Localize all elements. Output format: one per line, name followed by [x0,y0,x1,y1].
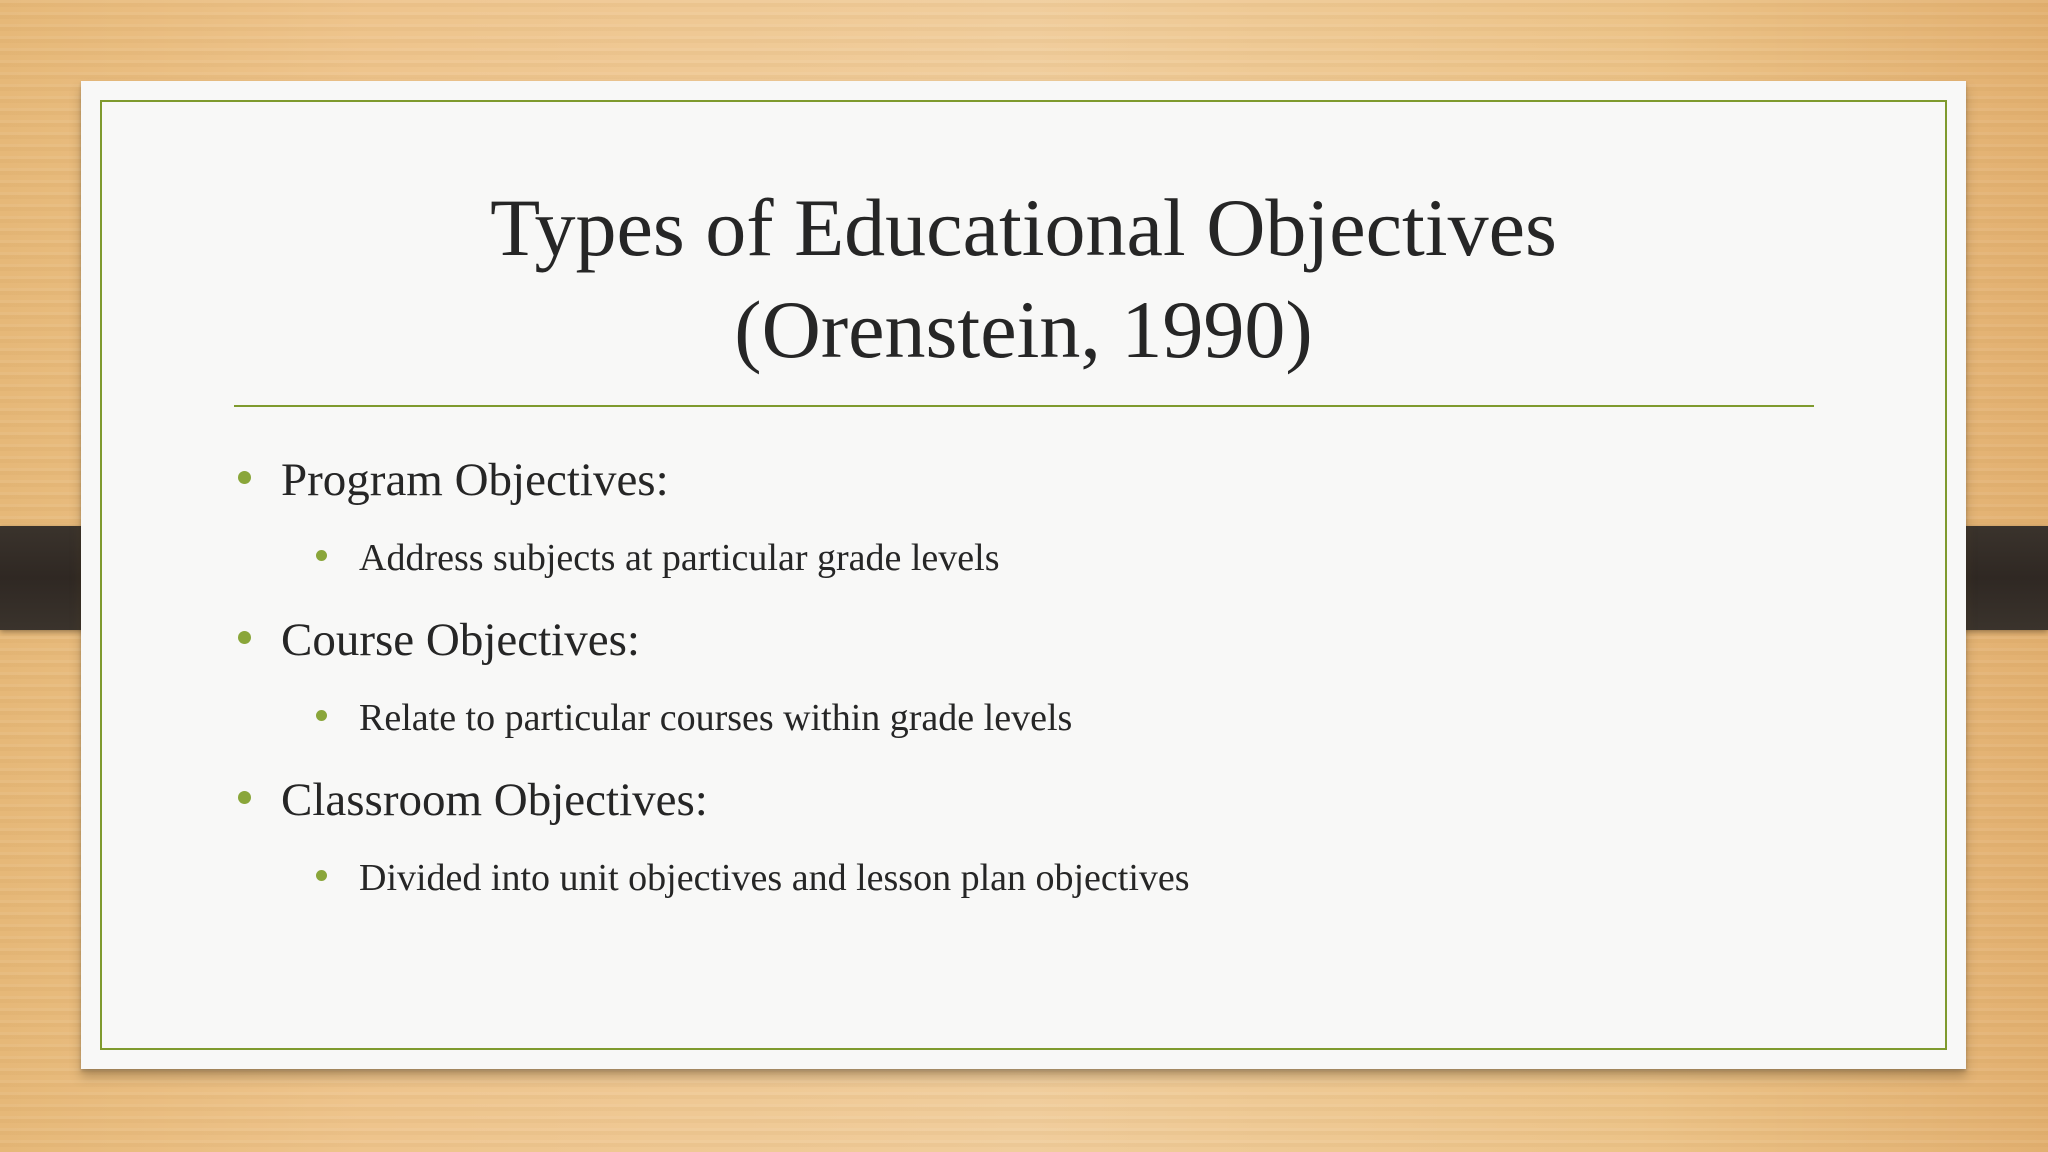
list-item [234,601,1794,761]
list-item-label: Classroom Objectives: [281,774,708,826]
bullet-dot-icon [238,471,251,484]
sub-item-label: Address subjects at particular grade levels [359,537,1000,579]
slide [81,81,1966,1069]
sub-item-row [234,519,1794,601]
list-item-label: Course Objectives: [281,614,640,666]
bullet-dot-icon [316,550,327,561]
list-item-row [234,441,1794,519]
bullet-list [234,441,1794,921]
sub-item-label: Relate to particular courses within grade levels [359,697,1073,739]
sub-item-row [234,679,1794,761]
list-item [234,761,1794,921]
list-item-row [234,601,1794,679]
slide-title-line-2: (Orenstein, 1990) [734,284,1313,375]
bullet-dot-icon [316,870,327,881]
sub-item-row [234,839,1794,921]
bullet-dot-icon [238,631,251,644]
bullet-dot-icon [238,791,251,804]
sub-item-label: Divided into unit objectives and lesson plan objectives [359,857,1190,899]
list-item-label: Program Objectives: [281,454,669,506]
bullet-dot-icon [316,710,327,721]
title-divider [234,405,1814,407]
list-item-row [234,761,1794,839]
slide-title-line-1: Types of Educational Objectives [490,182,1557,273]
list-item [234,441,1794,601]
slide-title [81,177,1966,381]
